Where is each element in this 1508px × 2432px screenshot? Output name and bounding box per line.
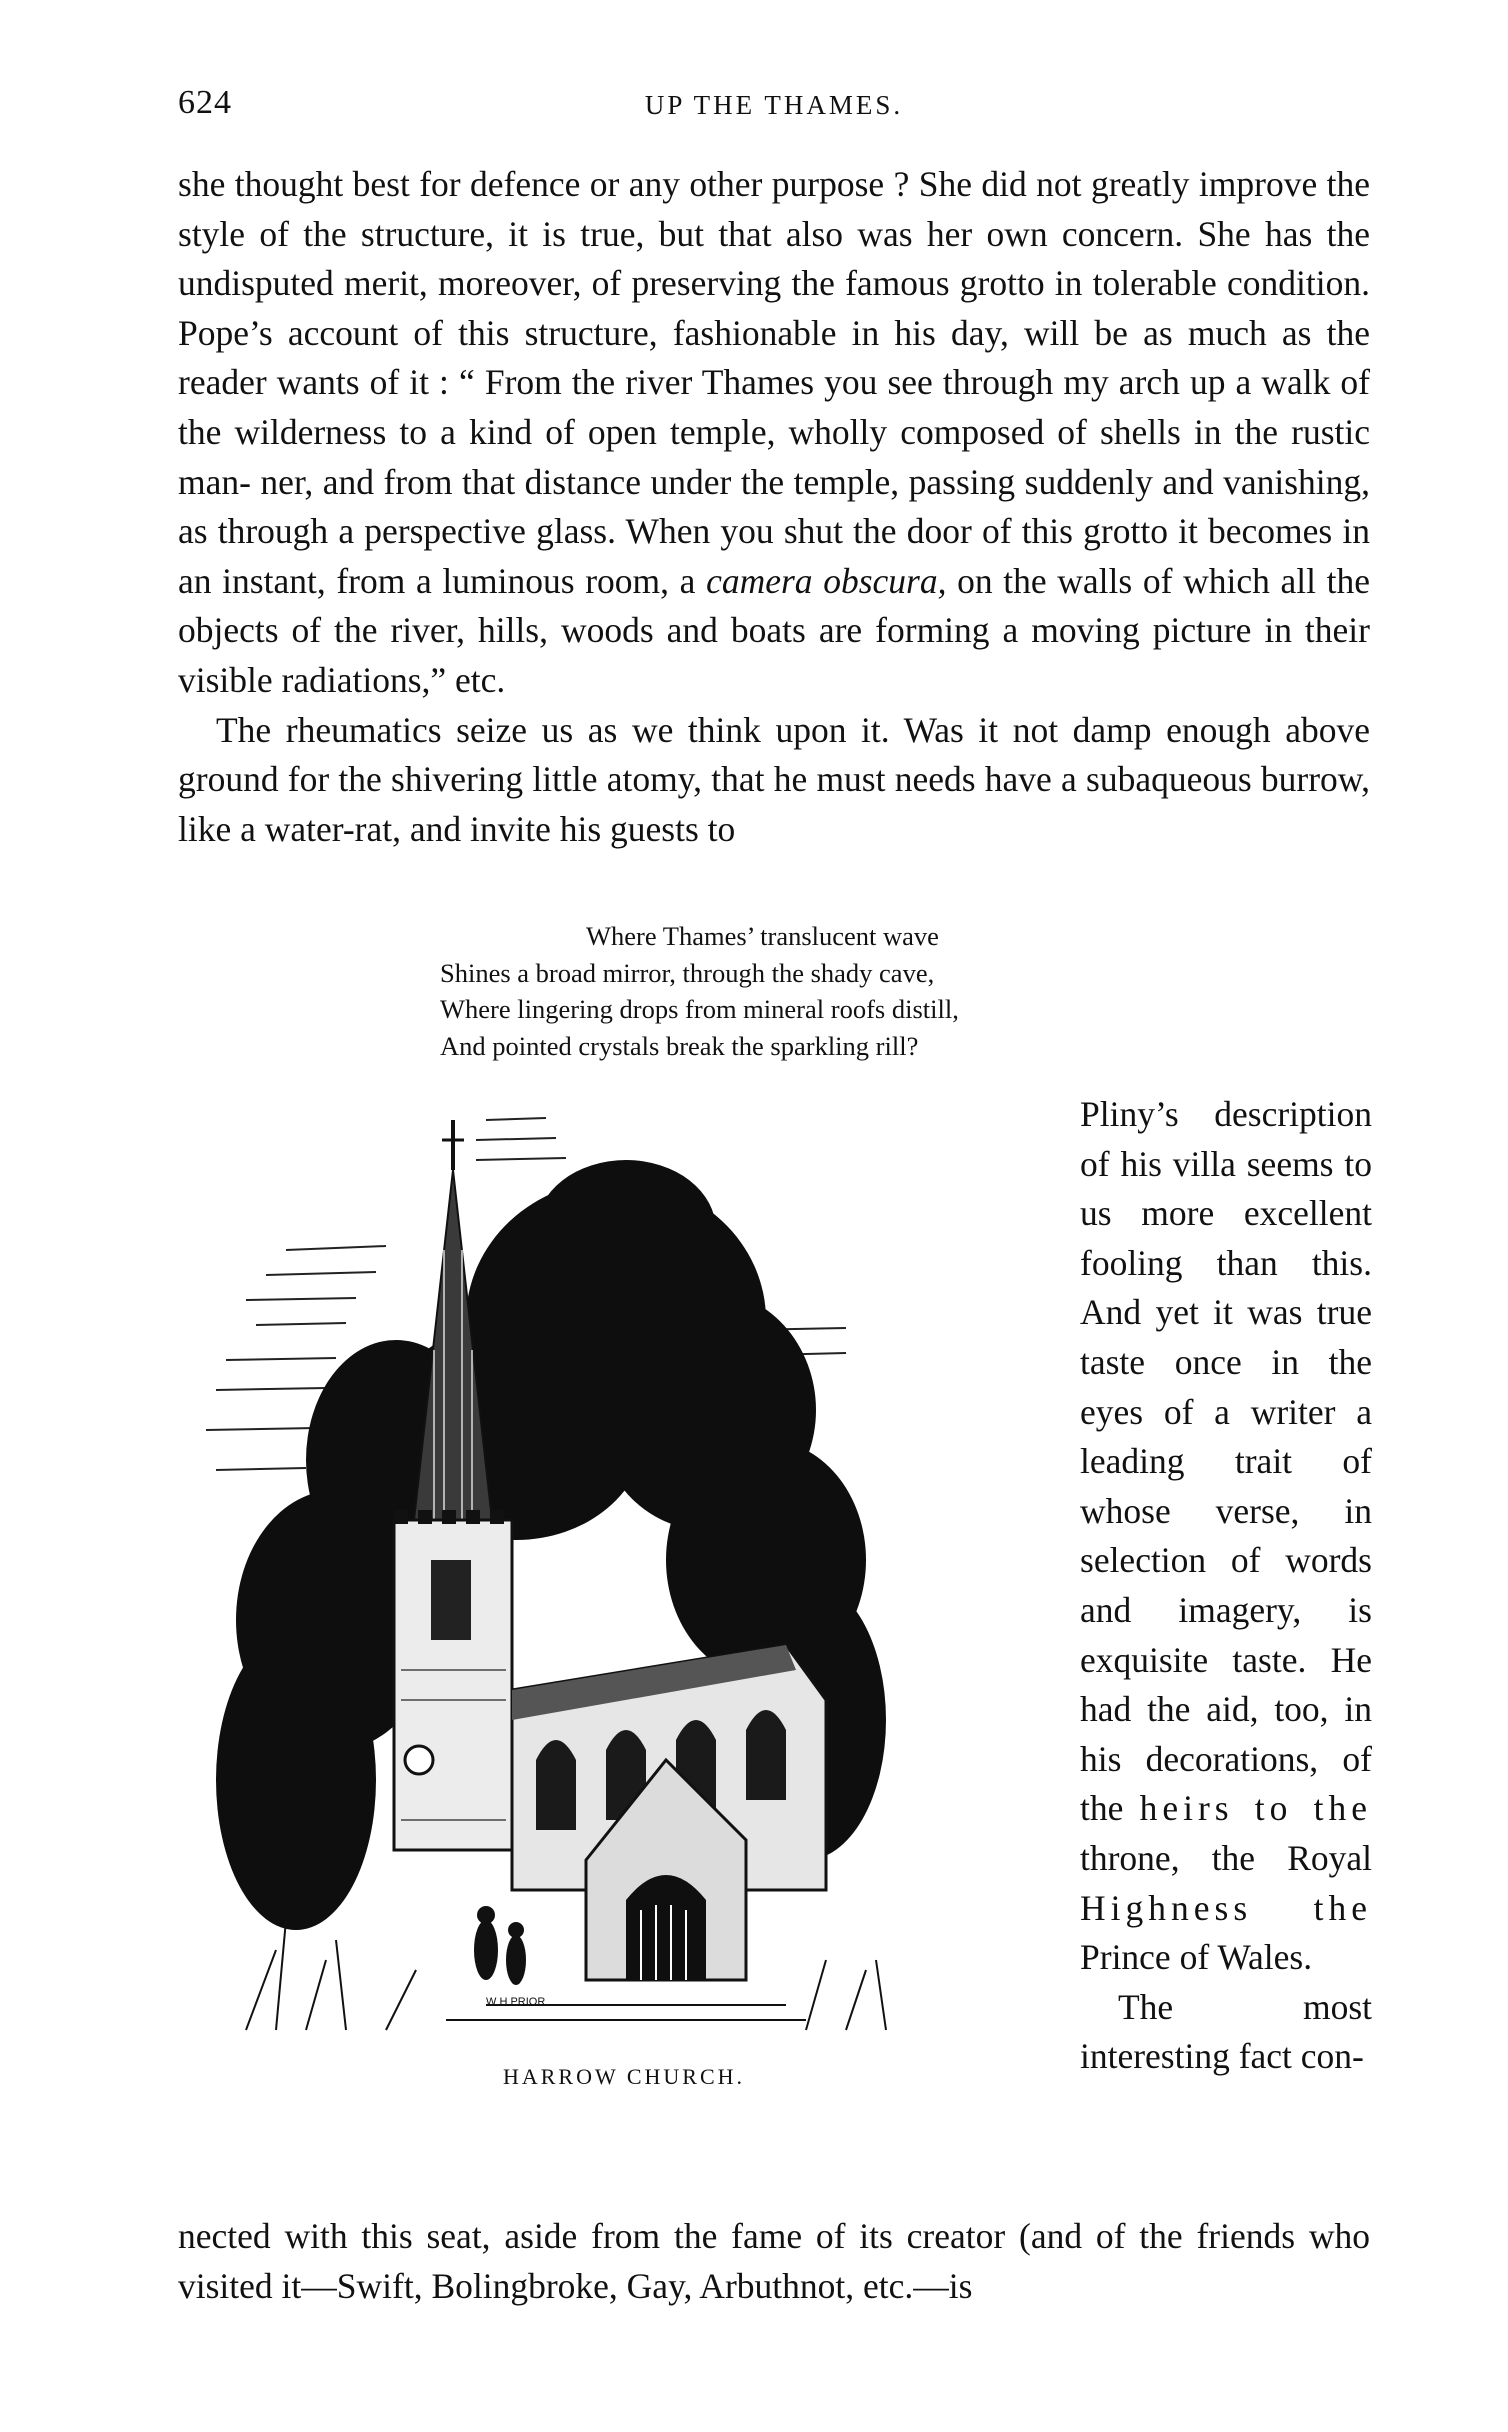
side-text-spaced-2: Highness the [1080, 1887, 1372, 1928]
side-column-text [1080, 1090, 1372, 2082]
main-text-block [178, 160, 1370, 854]
engraver-signature: W H PRIOR [486, 1996, 546, 2008]
church-engraving [186, 1100, 1062, 2050]
side-text-part1: Pliny’s description of his villa seems to us more excellent fooling than this. And yet it was true taste once in the eyes of a writer a leading trait of whose verse, in selection of words and imagery, is exquisite taste. He had the aid, too, in his decorations, of the [1080, 1094, 1372, 1829]
verse-line: Where Thames’ translucent wave [586, 921, 939, 951]
verse-quote [440, 918, 959, 1064]
paragraph-2: The rheumatics seize us as we think upon it. Was it not damp enough above ground for the shivering little atomy, that he must needs have a subaqueous burrow, like a water-rat, and invite his guests to [178, 709, 1370, 849]
side-paragraph [1080, 1090, 1372, 1983]
side-text-spaced-1: heirs to the [1139, 1788, 1372, 1829]
tail-text-block [178, 2212, 1370, 2311]
side-text-part3: throne, the Royal [1080, 1837, 1372, 1878]
paragraph-1 [178, 160, 1370, 706]
side-next-paragraph: The most interesting fact con- [1080, 1986, 1372, 2077]
running-head: UP THE THAMES. [644, 90, 904, 120]
figure-caption: HARROW CHURCH. [502, 2064, 746, 2089]
foreground-grass [246, 1920, 886, 2030]
tail-paragraph: nected with this seat, aside from the fame of its creator (and of the friends who visited it—Swift, Bolingbroke, Gay, Arbuthnot, etc.—is [178, 2216, 1370, 2306]
paragraph-1-italic: camera obscura, [706, 560, 947, 601]
harrow-church-figure [186, 1100, 1062, 2110]
side-text-part5: Prince of Wales. [1080, 1937, 1313, 1978]
page-header [178, 84, 1370, 134]
verse-line: And pointed crystals break the sparkling rill? [440, 1030, 919, 1061]
verse-line: Shines a broad mirror, through the shady cave, [440, 957, 935, 988]
church-tower [394, 1510, 512, 1850]
verse-line: Where lingering drops from mineral roofs distill, [440, 994, 959, 1024]
page-number: 624 [178, 84, 232, 121]
foreground-figures [474, 1906, 526, 1985]
paragraph-1-text-a: she thought best for defence or any other purpose ? She did not greatly improve the style of the structure, it is true, but that also was her own concern. She has the undisputed merit, moreover, of preserving the famous grotto in tolerable condition. Pope’s account of this structure, fashionable in his day, will be as much as the reader wants of it : “ From the river Thames you see through my arch up a walk of the wilderness to a kind of open temple, wholly composed of shells in the rustic man- ner, and from that distance under the temple, passing suddenly and vanishing, as through a perspective glass. When you shut the door of this grotto it becomes in an instant, from a luminous room, a [178, 164, 1370, 601]
paragraph-1-text-b: on the walls of which all the objects of the river, hills, woods and boats are forming a moving picture in their visible radiations,” etc. [178, 560, 1371, 700]
